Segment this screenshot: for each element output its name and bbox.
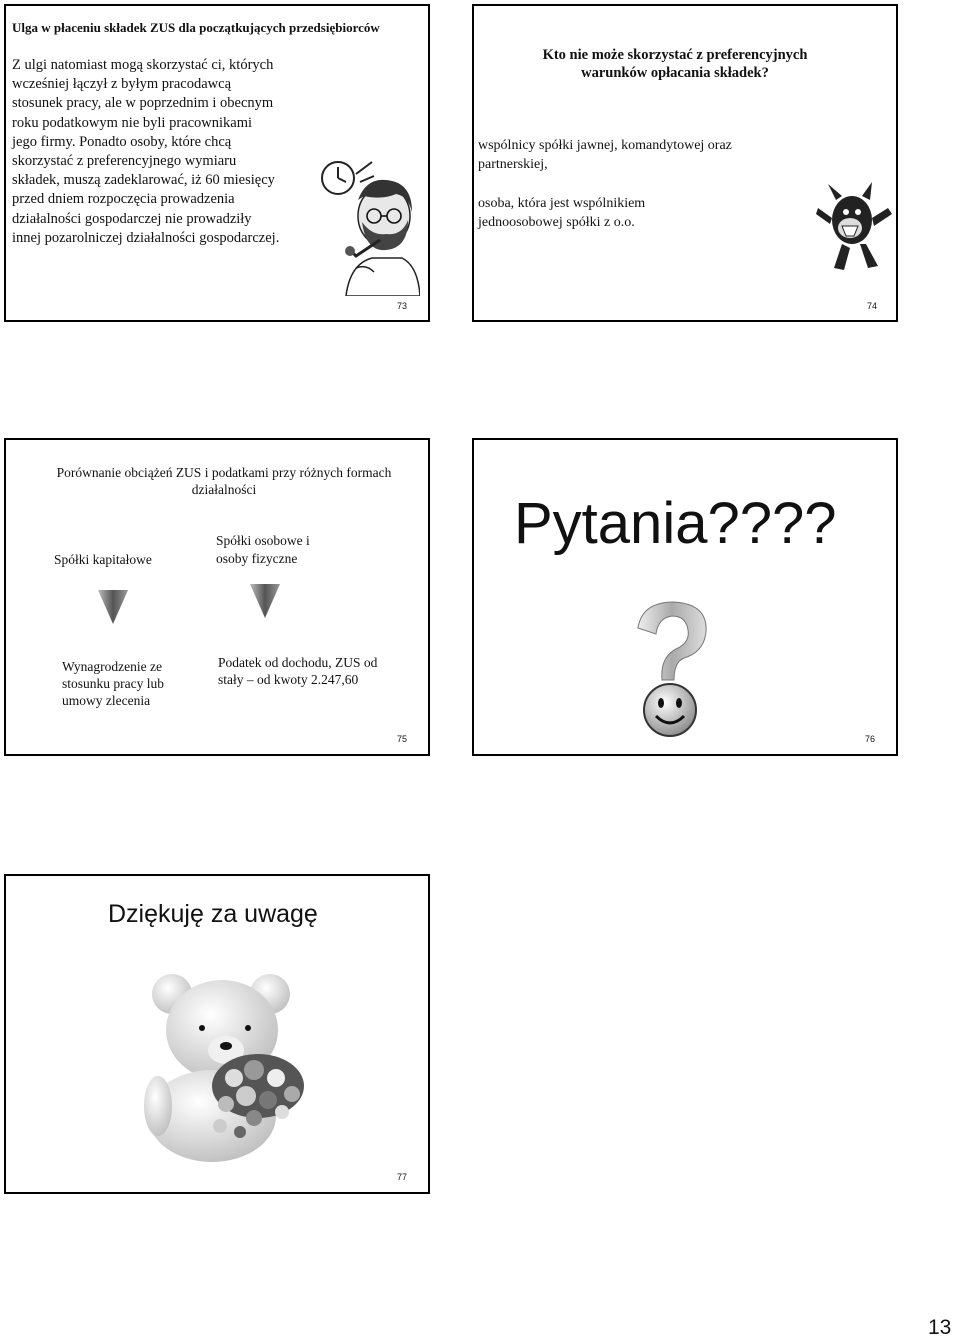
slide-75-title: Porównanie obciążeń ZUS i podatkami przy różnych formach działalności: [56, 465, 392, 497]
slide-75: [4, 438, 430, 756]
col-2-heading: Spółki osobowe i osoby fizyczne: [216, 533, 310, 566]
clock-icon: [322, 162, 354, 194]
slide-77-number: 77: [397, 1172, 408, 1182]
slide-74-title: Kto nie może skorzystać z preferencyjnych warunków opłacania składek?: [542, 47, 808, 81]
slide-73: [4, 4, 430, 322]
slide-75-number: 75: [397, 734, 408, 744]
slide-74-number: 74: [867, 301, 878, 311]
arrow-down-icon: [96, 588, 130, 626]
question-mark-smiley-illustration: [628, 600, 718, 740]
man-with-pipe-illustration: [316, 156, 420, 296]
col-1-heading: Spółki kapitałowe: [54, 552, 152, 567]
col-2-result: Podatek od dochodu, ZUS od stały – od kwoty 2.247,60: [218, 655, 378, 687]
slide-73-number: 73: [397, 301, 408, 311]
arrow-down-icon: [248, 582, 282, 620]
tasmanian-devil-illustration: [814, 178, 894, 274]
teddy-bear-with-flowers-illustration: [142, 966, 322, 1162]
slide-77: [4, 874, 430, 1194]
slide-74-item-1: wspólnicy spółki jawnej, komandytowej oraz partnerskiej,: [478, 138, 732, 172]
col-1-result: Wynagrodzenie ze stosunku pracy lub umowy zlecenia: [62, 659, 164, 708]
page-number: 13: [928, 1316, 952, 1339]
slide-73-title: Ulga w płaceniu składek ZUS dla początkujących przedsiębiorców: [12, 20, 380, 35]
slide-76-title: Pytania????: [514, 491, 837, 556]
slide-73-body: Z ulgi natomiast mogą skorzystać ci, których wcześniej łączył z byłym pracodawcą stosunek pracy, ale w poprzednim i obecnym roku podatkowym nie byli pracownikami jego firmy. Ponadto osoby, które chcą skorzystać z preferencyjnego wymiaru składek, muszą zadeklarować, iż 60 miesięcy przed dniem rozpoczęcia prowadzenia działalności gospodarczej nie prowadziły innej pozarolniczej działalności gospodarczej.: [12, 57, 280, 246]
slide-77-title: Dziękuję za uwagę: [108, 900, 318, 928]
slide-76: [472, 438, 898, 756]
slide-74-item-2: osoba, która jest wspólnikiem jednoosobowej spółki z o.o.: [478, 196, 646, 230]
slide-74: [472, 4, 898, 322]
slide-76-number: 76: [865, 734, 876, 744]
